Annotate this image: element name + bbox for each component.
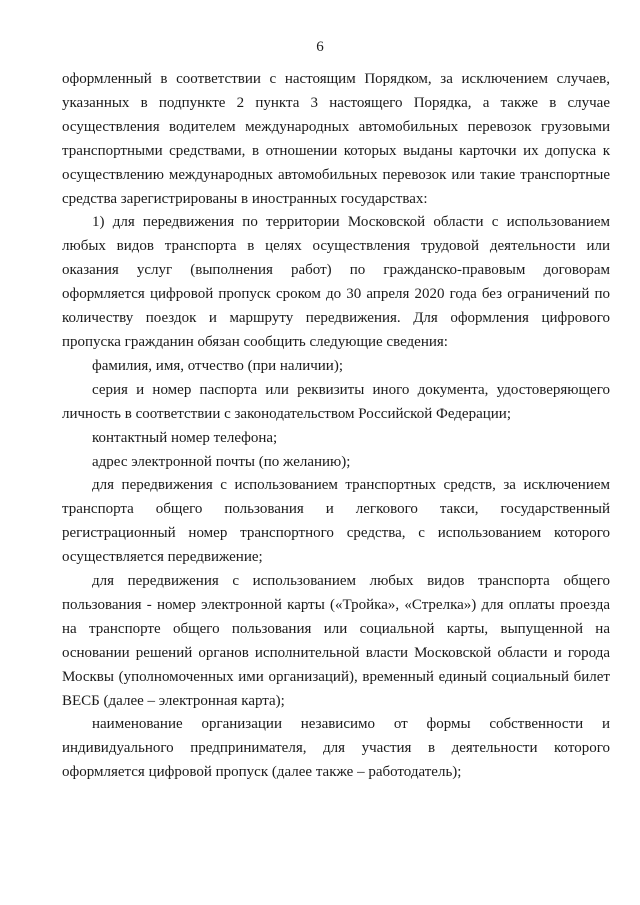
paragraph [62,427,610,451]
text-line: оформляется цифровой пропуск сроком до 30 апреля 2020 года без ограничений по [62,286,610,303]
text-line: контактный номер телефона; [92,429,278,446]
text-line: осуществлению международных автомобильных перевозок или такие транспортные [62,166,610,183]
text-line: адрес электронной почты (по желанию); [92,453,351,470]
page-number: 6 [316,39,324,55]
text-line: индивидуального предпринимателя, для участия в деятельности которого [62,740,610,757]
text-line: основании решений органов исполнительной власти Московской области и города [62,644,610,661]
text-line: транспорта общего пользования и легкового такси, государственный [62,501,610,518]
paragraph [62,68,610,211]
text-line: осуществляется передвижение; [62,549,263,566]
text-line: серия и номер паспорта или реквизиты иного документа, удостоверяющего [92,381,610,398]
text-line: количеству поездок и маршруту передвижения. Для оформления цифрового [62,310,610,327]
paragraph [62,570,610,713]
paragraph [62,451,610,475]
paragraph [62,379,610,427]
text-line: оформленный в соответствии с настоящим Порядком, за исключением случаев, [62,71,610,87]
text-line: транспортными средствами, в отношении которых выданы карточки их допуска к [62,142,610,159]
text-line: для передвижения с использованием любых видов транспорта общего [92,573,610,590]
text-line: фамилия, имя, отчество (при наличии); [92,357,343,374]
text-line: оформляется цифровой пропуск (далее также – работодатель); [62,764,462,781]
text-line: Москвы (уполномоченных ими организаций), временный единый социальный билет [62,668,610,685]
paragraph [62,355,610,379]
text-line: осуществления водителем международных автомобильных перевозок грузовыми [62,118,610,135]
text-line: регистрационный номер транспортного средства, с использованием которого [62,525,610,542]
paragraph [62,211,610,354]
text-line: ВЕСБ (далее – электронная карта); [62,692,285,709]
text-line: пользования - номер электронной карты («Тройка», «Стрелка») для оплаты проезда [62,596,610,613]
text-line: указанных в подпункте 2 пункта 3 настоящего Порядка, а также в случае [62,94,610,111]
paragraph [62,474,610,570]
text-line: на транспорте общего пользования или социальной карты, выпущенной на [62,620,610,637]
text-line: оказания услуг (выполнения работ) по гражданско-правовым договорам [62,262,610,279]
paragraph [62,713,610,785]
text-line: пропуска гражданин обязан сообщить следующие сведения: [62,333,448,350]
text-line: для передвижения с использованием транспортных средств, за исключением [92,477,610,494]
text-line: любых видов транспорта в целях осуществления трудовой деятельности или [62,238,610,255]
text-line: 1) для передвижения по территории Московской области с использованием [92,214,610,231]
document-body [62,68,610,785]
text-line: средства зарегистрированы в иностранных государствах: [62,190,428,207]
text-line: личность в соответствии с законодательством Российской Федерации; [62,405,511,422]
text-line: наименование организации независимо от формы собственности и [92,716,610,733]
